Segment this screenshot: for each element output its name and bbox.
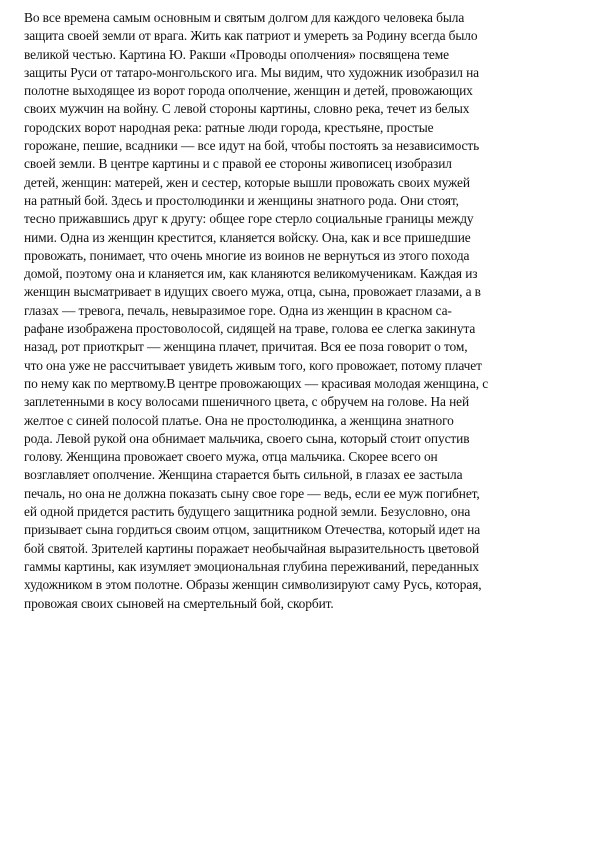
text-line: возглавляет ополчение. Женщина старается быть сильной, в глазах ее застыла [24,467,463,483]
text-line: желтое с синей полосой платье. Она не простолюдинка, а женщина знатного [24,412,454,428]
text-line: заплетенными в косу волосами пшеничного цвета, с обручем на голове. На ней [24,394,470,410]
text-line: глазах — тревога, печаль, невыразимое горе. Одна из женщин в красном са- [24,302,452,318]
text-line: назад, рот приоткрыт — женщина плачет, причитая. Вся ее поза говорит о том, [24,339,468,355]
text-line: защита своей земли от врага. Жить как патриот и умереть за Родину всегда было [24,28,478,44]
text-line: печаль, но она не должна показать сыну свое горе — ведь, если ее муж погибнет, [24,485,480,501]
essay-text [24,9,584,613]
text-line: горожане, пешие, всадники — все идут на бой, чтобы постоять за независимость [24,138,480,154]
text-line: женщин высматривает в идущих своего мужа, отца, сына, провожает глазами, а в [24,284,481,300]
text-line: полотне выходящее из ворот города ополчение, женщин и детей, провожающих [24,83,473,99]
text-line: Во все времена самым основным и святым долгом для каждого человека была [24,10,465,25]
text-line: домой, поэтому она и кланяется им, как кланяются великомученикам. Каждая из [24,266,478,282]
text-line: своих мужчин на войну. С левой стороны картины, словно река, течет из белых [24,101,470,117]
text-line: призывает сына гордиться своим отцом, защитником Отечества, который идет на [24,522,481,538]
text-line: великой честью. Картина Ю. Ракши «Проводы ополчения» посвящена теме [24,46,449,62]
text-line: бой святой. Зрителей картины поражает необычайная выразительность цветовой [24,540,480,556]
text-line: что она уже не рассчитывает увидеть живым того, кого провожает, потому плачет [24,357,482,373]
text-line: своей земли. В центре картины и с правой ее стороны живописец изобразил [24,156,452,172]
text-line: ей одной придется растить будущего защитника родной земли. Безусловно, она [24,504,471,520]
text-line: детей, женщин: матерей, жен и сестер, которые вышли провожать своих мужей [24,174,470,190]
text-line: городских ворот народная река: ратные люди города, крестьяне, простые [24,119,434,135]
text-line: на ратный бой. Здесь и простолюдинки и женщины знатного рода. Они стоят, [24,192,459,208]
text-line: провожая своих сыновей на смертельный бой, скорбит. [24,595,334,611]
text-line: голову. Женщина провожает своего мужа, отца мальчика. Скорее всего он [24,449,438,465]
text-line: тесно прижавшись друг к другу: общее горе стерло социальные границы между [24,211,474,227]
text-line: ними. Одна из женщин крестится, кланяется войску. Она, как и все пришедшие [24,229,471,245]
text-line: рода. Левой рукой она обнимает мальчика, своего сына, который стоит опустив [24,430,470,446]
text-line: рафане изображена простоволосой, сидящей на траве, голова ее слегка закинута [24,321,476,337]
text-line: гаммы картины, как изумляет эмоциональная глубина переживаний, переданных [24,558,480,574]
text-line: по нему как по мертвому.В центре провожающих — красивая молодая женщина, с [24,375,489,391]
text-line: защиты Руси от татаро-монгольского ига. Мы видим, что художник изобразил на [24,64,480,80]
text-line: художником в этом полотне. Образы женщин символизируют саму Русь, которая, [24,577,482,593]
text-line: провожать, понимает, что очень многие из воинов не вернуться из этого похода [24,247,470,263]
